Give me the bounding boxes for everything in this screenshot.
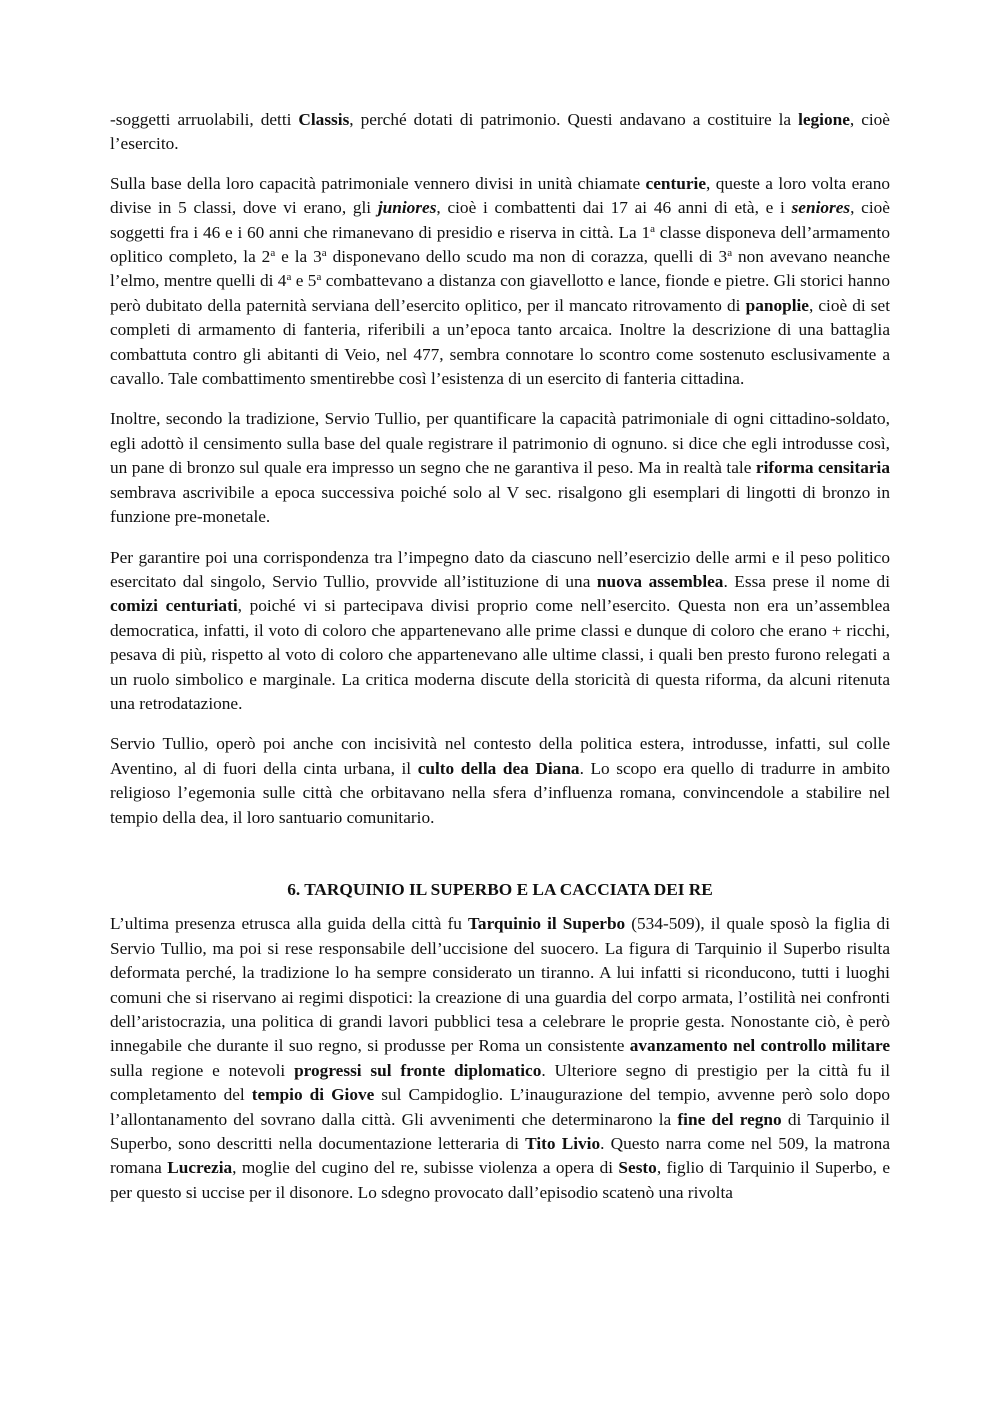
bold-term-legione: legione [798, 110, 850, 129]
bold-term-nuova-assemblea: nuova assemblea [596, 571, 724, 591]
bold-term-classis: Classis [298, 110, 350, 129]
superscript: a [321, 247, 327, 260]
paragraph-classis [110, 108, 890, 157]
bold-term-comizi-centuriati: comizi centuriati [110, 596, 238, 616]
text-run: , figlio di Tarquinio il Superbo, e per questo si uccise per il disonore. Lo sdegno provocato dall’episodio scatenò una rivolta [110, 1158, 891, 1202]
text-run: , cioè soggetti fra i 46 e i 60 anni che rimanevano di presidio e riserva in città. La 1 [110, 198, 890, 242]
bold-italic-term-juniores: juniores [377, 198, 437, 218]
paragraph-centurie [110, 172, 890, 392]
text-run: , cioè i combattenti dai 17 ai 46 anni di età, e i [436, 198, 792, 218]
text-run: non avevano neanche l’elmo, mentre quelli di 4 [110, 247, 890, 291]
superscript: a [270, 247, 276, 260]
text-run: , poiché vi si partecipava divisi proprio come nell’esercito. Questa non era un’assemblea democratica, infatti, il voto di coloro che appartenevano alle prime classi e dunque di coloro che erano + ricchi, pesava di più, rispetto al voto di coloro che appartenevano alle ultime classi, i quali ben presto furono relegati a un ruolo simbolico e marginale. La critica moderna discute della storicità di questa riforma, da alcuni ritenuta una retrodatazione. [110, 596, 890, 713]
bold-term-tito-livio: Tito Livio [525, 1134, 601, 1154]
bold-term-tarquinio: Tarquinio il Superbo [467, 914, 626, 934]
text-run: classe disponeva dell’armamento oplitico completo, la 2 [110, 222, 890, 267]
text-run: sul Campidoglio. L’inaugurazione del tempio, avvenne però solo dopo l’allontanamento del sovrano dalla città. Gli avvenimenti che determinarono la [110, 1085, 890, 1129]
bold-term-lucrezia: Lucrezia [167, 1158, 233, 1178]
text-run: (534-509), il quale sposò la figlia di Servio Tullio, ma poi si rese responsabile dell’uccisione del suocero. La figura di Tarquinio il Superbo risulta deformata perché, la tradizione lo ha sempre considerato un tiranno. A lui infatti si riconducono, tutti i luoghi comuni che si riservano ai regimi dispotici: la creazione di una guardia del corpo armata, l’ostilità nei confronti dell’aristocrazia, una politica di grandi lavori pubblici tesa a celebrare le proprie gesta. Nonostante ciò, è però innegabile che durante il suo regno, si produsse per Roma un consistente [110, 914, 890, 1056]
text-run: e la 3 [275, 247, 322, 267]
text-run: -soggetti arruolabili, detti [110, 110, 299, 129]
bold-term-panoplie: panoplie [745, 295, 809, 315]
text-run: sembrava ascrivibile a epoca successiva poiché solo al V sec. risalgono gli esemplari di lingotti di bronzo in funzione pre-monetale. [110, 482, 890, 527]
bold-term-culto-diana: culto della dea Diana [417, 758, 580, 778]
text-run: , perché dotati di patrimonio. Questi andavano a costituire la [349, 110, 799, 129]
text-run: e 5 [291, 271, 317, 291]
text-run: Per garantire poi una corrispondenza tra l’impegno dato da ciascuno nell’esercizio delle armi e il peso politico esercitato dal singolo, Servio Tullio, provvide all’istituzione di una [110, 547, 890, 591]
superscript: a [650, 222, 655, 235]
paragraph-tarquinio [110, 912, 890, 1205]
text-run: disponevano dello scudo ma non di corazza, quelli di 3 [326, 247, 728, 267]
paragraph-culto-diana [110, 732, 890, 830]
text-run: , cioè di set completi di armamento di fanteria, riferibili a un’epoca tanto arcaica. Inoltre la descrizione di una battaglia combattuta contro gli abitanti di Veio, nel 477, sembra connotare lo scontro come sostenuto esclusivamente a cavallo. Tale combattimento smentirebbe così l’esistenza di un esercito di fanteria cittadina. [110, 295, 891, 389]
bold-term-avanzamento: avanzamento nel controllo militare [629, 1036, 890, 1056]
text-run: , cioè l’esercito. [110, 110, 890, 154]
bold-term-tempio-giove: tempio di Giove [251, 1085, 375, 1105]
superscript: a [286, 271, 292, 284]
bold-italic-term-seniores: seniores [791, 198, 851, 218]
text-run: , queste a loro volta erano divise in 5 classi, dove vi erano, gli [110, 173, 890, 218]
paragraph-riforma-censitaria [110, 407, 890, 529]
text-run: , moglie del cugino del re, subisse violenza a opera di [232, 1158, 619, 1178]
text-run: . Essa prese il nome di [723, 571, 890, 591]
text-run: . Ulteriore segno di prestigio per la città fu il completamento del [110, 1060, 891, 1105]
superscript: a [727, 247, 733, 260]
bold-term-fine-regno: fine del regno [677, 1109, 782, 1129]
paragraph-comizi-centuriati [110, 546, 890, 717]
text-run: di Tarquinio il Superbo, sono descritti nella documentazione letteraria di [110, 1109, 890, 1154]
bold-term-riforma-censitaria: riforma censitaria [755, 458, 890, 478]
superscript: a [316, 271, 322, 284]
text-run: . Lo scopo era quello di tradurre in ambito religioso l’egemonia sulle città che orbitavano nella sfera d’influenza romana, convincendole a stabilire nel tempio della dea, il loro santuario comunitario. [110, 758, 890, 827]
section-heading: 6. TARQUINIO IL SUPERBO E LA CACCIATA DEI RE [287, 879, 713, 899]
text-run: Servio Tullio, operò poi anche con incisività nel contesto della politica estera, introdusse, infatti, sul colle Aventino, al di fuori della cinta urbana, il [110, 734, 890, 778]
document-page [110, 108, 890, 1221]
text-run: Sulla base della loro capacità patrimoniale vennero divisi in unità chiamate [110, 173, 646, 193]
text-run: sulla regione e notevoli [110, 1060, 295, 1080]
text-run: L’ultima presenza etrusca alla guida della città fu [110, 914, 468, 934]
bold-term-centurie: centurie [645, 173, 707, 193]
bold-term-sesto: Sesto [618, 1158, 657, 1178]
text-run: . Questo narra come nel 509, la matrona romana [110, 1134, 890, 1178]
text-run: combattevano a distanza con giavellotto e lance, fionde e pietre. Gli storici hanno però dubitato della paternità serviana dell’esercito oplitico, per il mancato ritrovamento di [110, 271, 890, 315]
bold-term-progressi: progressi sul fronte diplomatico [294, 1060, 542, 1080]
text-run: Inoltre, secondo la tradizione, Servio Tullio, per quantificare la capacità patrimoniale di ogni cittadino-soldato, egli adottò il censimento sulla base del quale registrare il patrimonio di ognuno. si dice che egli introdusse così, un pane di bronzo sul quale era impresso un segno che ne garantiva il peso. Ma in realtà tale [110, 409, 890, 478]
